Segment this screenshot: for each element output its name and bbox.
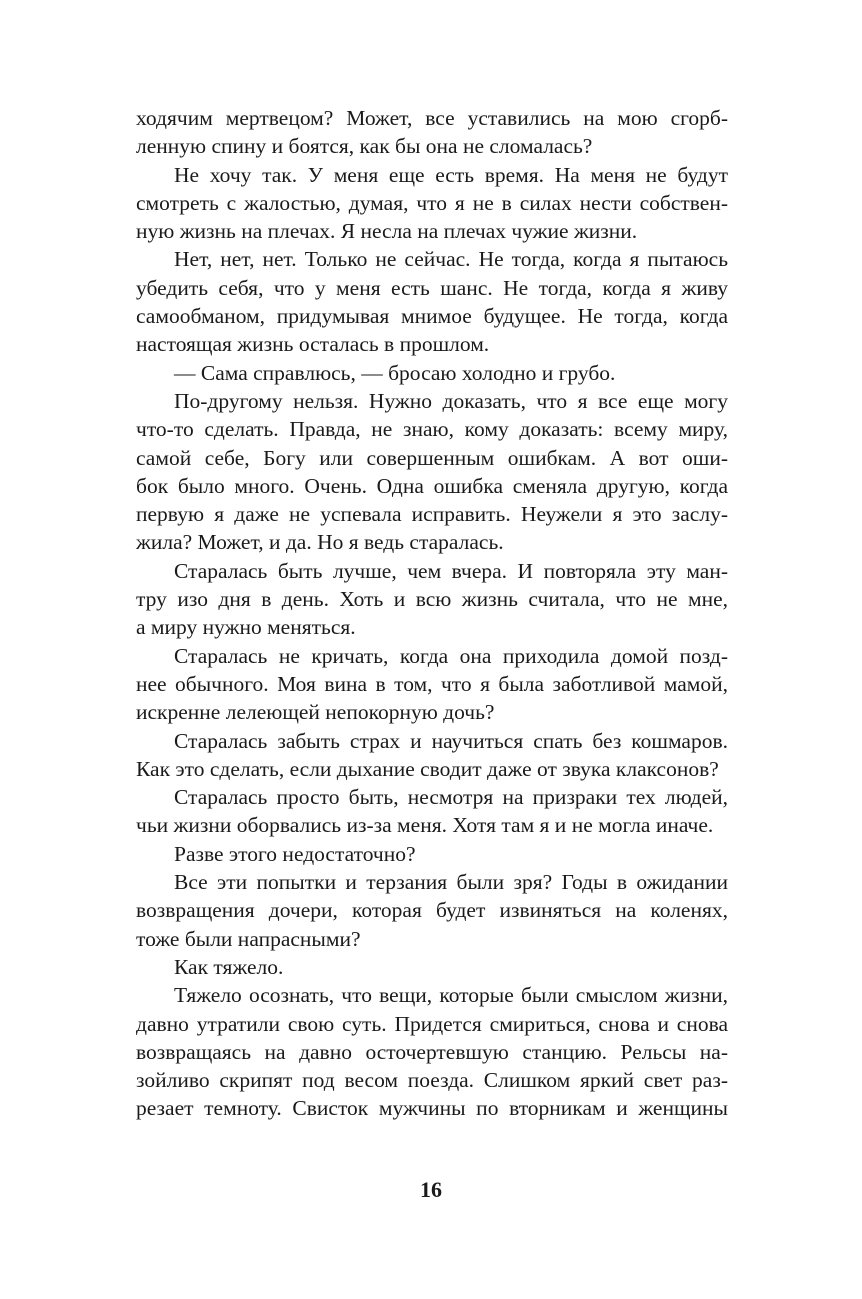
text-line: убедить себя, что у меня есть шанс. Не тогда, когда я живу [136, 275, 728, 300]
text-line: самой себе, Богу или совершенным ошибкам. А вот оши- [136, 445, 728, 470]
text-line: бок было много. Очень. Одна ошибка сменяла другую, когда [136, 473, 728, 498]
text-line: ходячим мертвецом? Может, все уставились на мою сгорб- [136, 106, 728, 130]
text-line: — Сама справлюсь, — бросаю холодно и грубо. [174, 360, 616, 385]
text-line: Разве этого недостаточно? [174, 841, 416, 866]
text-line: жила? Может, и да. Но я ведь старалась. [136, 530, 504, 555]
text-line: Нет, нет, нет. Только не сейчас. Не тогда, когда я пытаюсь [174, 247, 728, 272]
text-line: резает темноту. Свисток мужчины по вторникам и женщины [136, 1096, 728, 1121]
text-line: Старалась не кричать, когда она приходила домой позд- [174, 643, 728, 668]
text-line: что-то сделать. Правда, не знаю, кому доказать: всему миру, [136, 417, 728, 442]
text-line: чьи жизни оборвались из-за меня. Хотя там я и не могла иначе. [136, 813, 714, 838]
text-line: Старалась просто быть, несмотря на призраки тех людей, [174, 785, 728, 810]
text-line: первую я даже не успевала исправить. Неужели я это заслу- [136, 502, 728, 527]
text-line: зойливо скрипят под весом поезда. Слишком яркий свет раз- [136, 1068, 728, 1093]
text-line: Не хочу так. У меня еще есть время. На меня не будут [174, 162, 728, 187]
text-line: самообманом, придумывая мнимое будущее. Не тогда, когда [136, 304, 728, 329]
text-line: возвращения дочери, которая будет извиняться на коленях, [136, 898, 728, 923]
text-line: Старалась забыть страх и научиться спать без кошмаров. [174, 728, 728, 753]
page-number: 16 [420, 1177, 442, 1202]
text-line: возвращаясь на давно осточертевшую станцию. Рельсы на- [136, 1039, 728, 1064]
text-line: смотреть с жалостью, думая, что я не в силах нести собствен- [136, 190, 728, 215]
text-line: а миру нужно меняться. [136, 615, 356, 640]
text-line: искренне лелеющей непокорную дочь? [136, 700, 495, 725]
text-line: Старалась быть лучше, чем вчера. И повторяла эту ман- [174, 558, 728, 583]
text-line: Как тяжело. [174, 954, 284, 979]
text-line: нее обычного. Моя вина в том, что я была заботливой мамой, [136, 671, 728, 696]
text-line: Как это сделать, если дыхание сводит даже от звука клаксонов? [136, 756, 719, 781]
text-line: Тяжело осознать, что вещи, которые были смыслом жизни, [174, 983, 728, 1008]
text-line: Все эти попытки и терзания были зря? Годы в ожидании [174, 870, 728, 895]
text-line: ную жизнь на плечах. Я несла на плечах чужие жизни. [136, 219, 638, 244]
text-line: тру изо дня в день. Хоть и всю жизнь считала, что не мне, [136, 587, 728, 612]
text-line: давно утратили свою суть. Придется смириться, снова и снова [136, 1011, 728, 1036]
text-line: тоже были напрасными? [136, 926, 361, 951]
text-line: ленную спину и боятся, как бы она не сломалась? [136, 134, 593, 159]
body-text [136, 104, 728, 1123]
text-line: настоящая жизнь осталась в прошлом. [136, 332, 490, 357]
text-line: По-другому нельзя. Нужно доказать, что я все еще могу [174, 388, 728, 413]
